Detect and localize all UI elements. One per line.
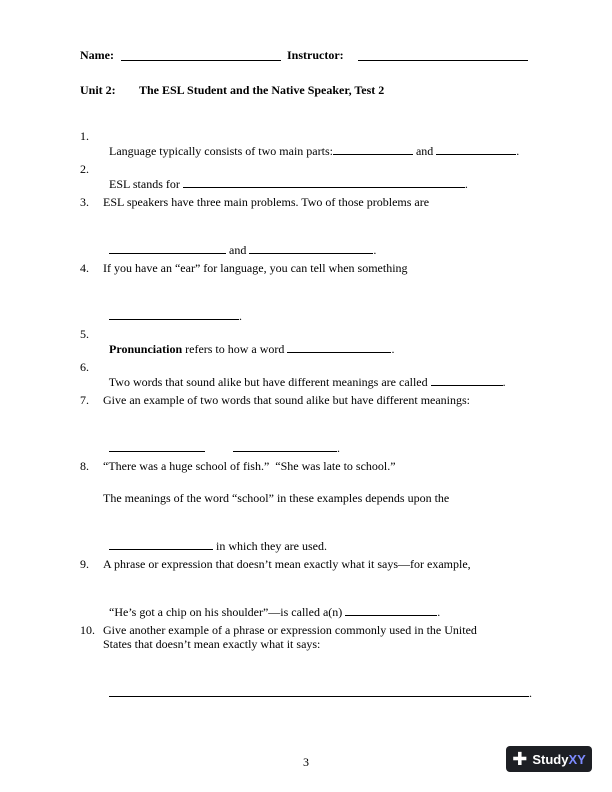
q5-term: Pronunciation bbox=[109, 342, 183, 356]
q9-blank[interactable] bbox=[345, 604, 437, 616]
instructor-blank[interactable] bbox=[358, 49, 528, 61]
unit-title: The ESL Student and the Native Speaker, Test 2 bbox=[139, 83, 385, 97]
q10-number: 10. bbox=[80, 623, 95, 637]
q3-text: ESL speakers have three main problems. Two of those problems are bbox=[103, 195, 430, 209]
q4-line-2: . bbox=[103, 294, 242, 323]
q6-line: Two words that sound alike but have different meanings are called . bbox=[108, 375, 506, 389]
q6-text: Two words that sound alike but have different meanings are called bbox=[108, 375, 428, 389]
q7-number: 7. bbox=[80, 393, 89, 407]
q8-text-2: The meanings of the word “school” in these examples depends upon the bbox=[103, 491, 450, 505]
plus-icon: ✚ bbox=[512, 749, 528, 769]
q7-blank-1[interactable] bbox=[109, 440, 205, 452]
q10-text: Give another example of a phrase or expression commonly used in the United bbox=[103, 623, 477, 637]
q1-and: and bbox=[415, 144, 434, 158]
name-label: Name: bbox=[80, 48, 114, 62]
q10-line-3: . bbox=[103, 671, 532, 700]
name-blank[interactable] bbox=[121, 49, 281, 61]
q1-line: Language typically consists of two main parts: and . bbox=[109, 144, 520, 158]
q3-blank-2[interactable] bbox=[249, 242, 373, 254]
q1-number: 1. bbox=[80, 129, 89, 143]
q1-blank-2[interactable] bbox=[436, 143, 516, 155]
q8-blank[interactable] bbox=[109, 538, 213, 550]
unit-label: Unit 2: bbox=[80, 83, 116, 97]
q9-line-2: “He’s got a chip on his shoulder”—is called a(n) . bbox=[109, 605, 441, 619]
q5-number: 5. bbox=[80, 327, 89, 341]
q10-text-2: States that doesn’t mean exactly what it says: bbox=[103, 637, 321, 651]
q6-blank[interactable] bbox=[431, 374, 503, 386]
q2-text: ESL stands for bbox=[109, 177, 180, 191]
q3-line-2: and . bbox=[103, 228, 376, 257]
q1-text: Language typically consists of two main parts: bbox=[109, 144, 333, 158]
q7-blank-2[interactable] bbox=[233, 440, 337, 452]
q8-text: “There was a huge school of fish.” “She was late to school.” bbox=[103, 459, 396, 473]
page-number: 3 bbox=[303, 755, 309, 769]
instructor-label: Instructor: bbox=[287, 48, 344, 62]
q2-line: ESL stands for . bbox=[109, 177, 468, 191]
studyxy-badge[interactable] bbox=[506, 746, 592, 772]
q6-number: 6. bbox=[80, 360, 89, 374]
q5-blank[interactable] bbox=[287, 341, 391, 353]
q7-text: Give an example of two words that sound alike but have different meanings: bbox=[103, 393, 471, 407]
q8-line-3: in which they are used. bbox=[103, 524, 327, 553]
q4-text: If you have an “ear” for language, you can tell when something bbox=[103, 261, 408, 275]
q8-number: 8. bbox=[80, 459, 89, 473]
q4-number: 4. bbox=[80, 261, 89, 275]
badge-brand-accent: XY bbox=[568, 751, 586, 767]
q5-text: refers to how a word bbox=[182, 342, 285, 356]
q3-number: 3. bbox=[80, 195, 89, 209]
q5-line: Pronunciation refers to how a word . bbox=[109, 342, 395, 356]
q4-blank[interactable] bbox=[109, 308, 239, 320]
badge-brand: Study bbox=[532, 751, 569, 767]
q2-number: 2. bbox=[80, 162, 89, 176]
q2-blank[interactable] bbox=[183, 176, 465, 188]
q9-number: 9. bbox=[80, 557, 89, 571]
q1-blank-1[interactable] bbox=[333, 143, 413, 155]
q10-blank[interactable] bbox=[109, 685, 529, 697]
q9-text: A phrase or expression that doesn’t mean exactly what it says—for example, bbox=[103, 557, 471, 571]
q3-blank-1[interactable] bbox=[109, 242, 226, 254]
q7-line-2: . bbox=[103, 426, 340, 455]
